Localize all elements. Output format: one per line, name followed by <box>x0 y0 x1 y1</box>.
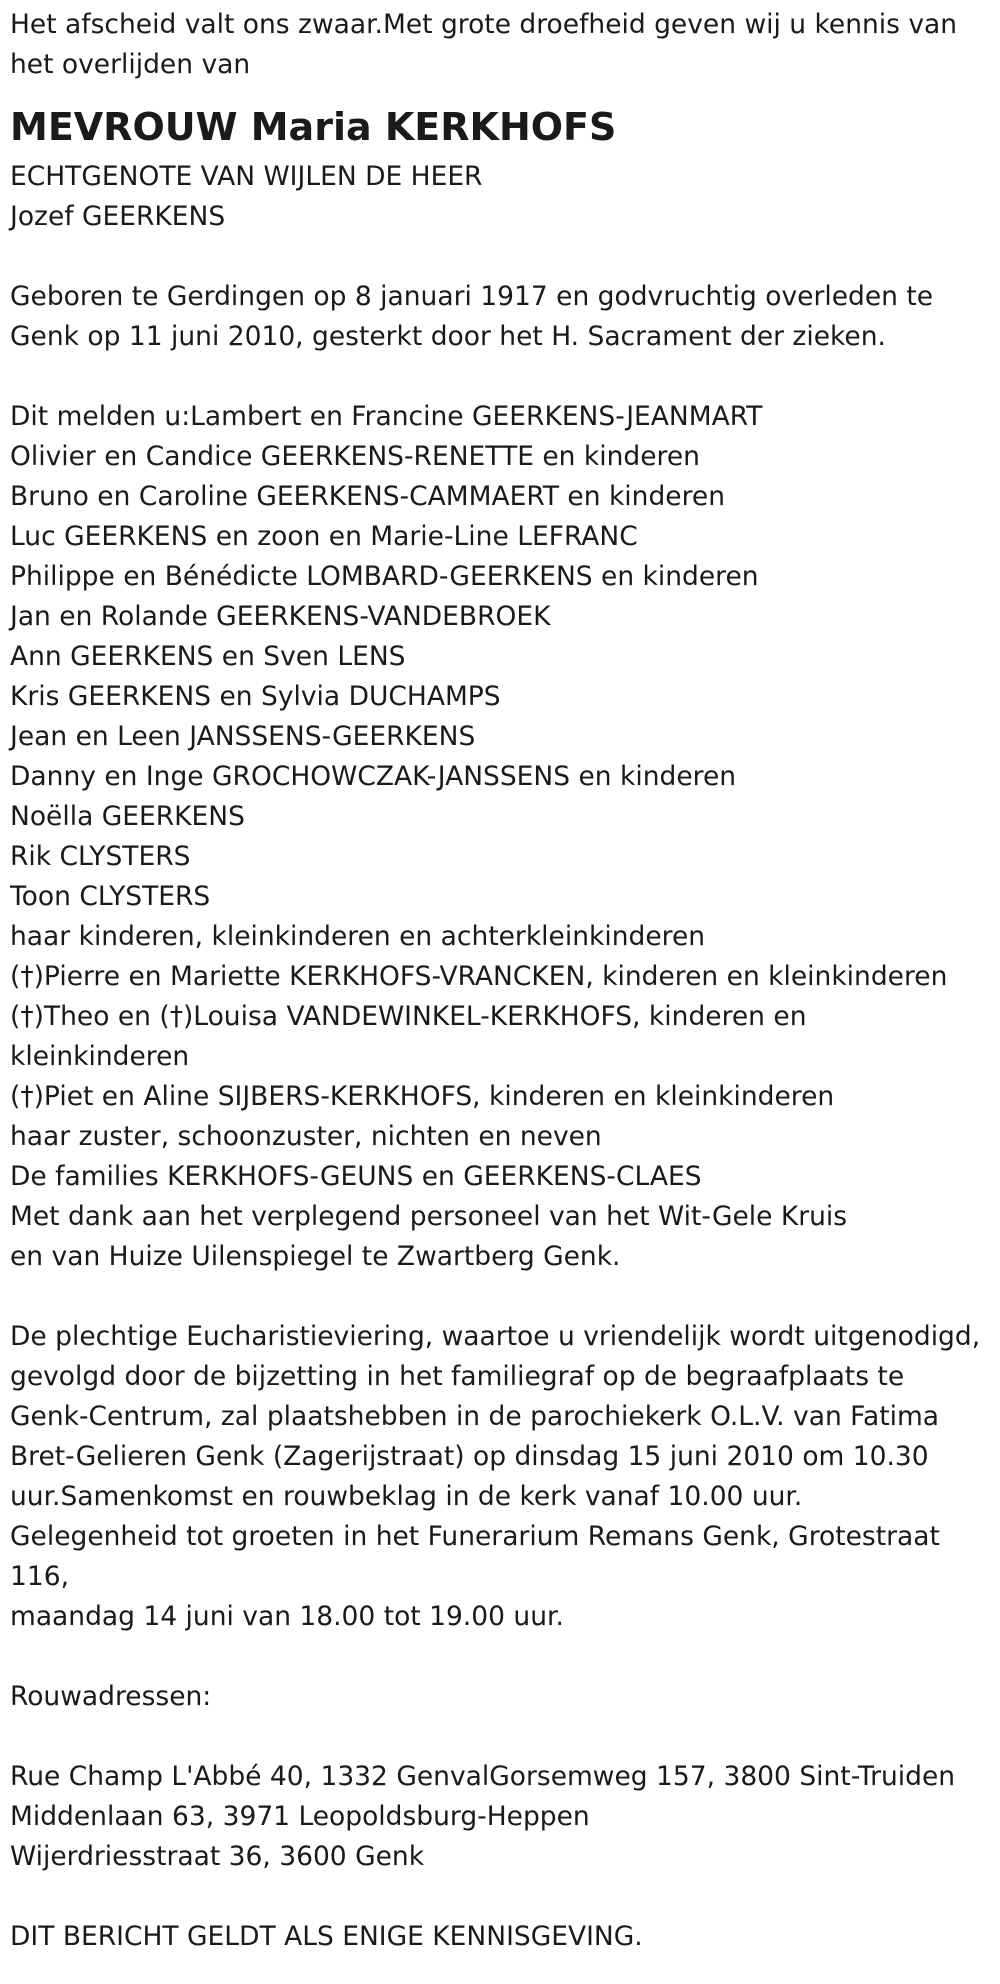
spouse-line: ECHTGENOTE VAN WIJLEN DE HEER <box>10 161 483 192</box>
family-line: Rik CLYSTERS <box>10 841 191 872</box>
family-line: kleinkinderen <box>10 1041 190 1072</box>
family-line: Dit melden u:Lambert en Francine GEERKENS-JEANMART <box>10 401 763 432</box>
spacer <box>10 357 995 397</box>
deceased-name: MEVROUW Maria KERKHOFS <box>10 105 617 149</box>
family-line: Met dank aan het verplegend personeel van het Wit-Gele Kruis <box>10 1201 848 1232</box>
intro-line: het overlijden van <box>10 49 251 80</box>
family-line: (†)Pierre en Mariette KERKHOFS-VRANCKEN, kinderen en kleinkinderen <box>10 961 948 992</box>
ceremony-line: maandag 14 juni van 18.00 tot 19.00 uur. <box>10 1601 564 1632</box>
family-line: De families KERKHOFS-GEUNS en GEERKENS-CLAES <box>10 1161 702 1192</box>
birth-death-line: Genk op 11 juni 2010, gesterkt door het H. Sacrament der zieken. <box>10 321 886 352</box>
birth-death-line: Geboren te Gerdingen op 8 januari 1917 en godvruchtig overleden te <box>10 281 934 312</box>
intro-line: Het afscheid valt ons zwaar.Met grote droefheid geven wij u kennis van <box>10 9 958 40</box>
family-line: Jean en Leen JANSSENS-GEERKENS <box>10 721 476 752</box>
address-line: Rue Champ L'Abbé 40, 1332 GenvalGorsemweg 157, 3800 Sint-Truiden <box>10 1761 956 1792</box>
ceremony-line: Gelegenheid tot groeten in het Funerarium Remans Genk, Grotestraat <box>10 1521 940 1552</box>
closing-notice: DIT BERICHT GELDT ALS ENIGE KENNISGEVING. <box>10 1921 643 1952</box>
family-line: Luc GEERKENS en zoon en Marie-Line LEFRANC <box>10 521 638 552</box>
spouse-block <box>10 157 995 237</box>
family-line: Ann GEERKENS en Sven LENS <box>10 641 406 672</box>
spacer <box>10 1877 995 1917</box>
ceremony-line: Bret-Gelieren Genk (Zagerijstraat) op dinsdag 15 juni 2010 om 10.30 <box>10 1441 929 1472</box>
ceremony-paragraph <box>10 1317 995 1637</box>
ceremony-line: Genk-Centrum, zal plaatshebben in de parochiekerk O.L.V. van Fatima <box>10 1401 940 1432</box>
addresses-list <box>10 1757 995 1877</box>
family-line: haar kinderen, kleinkinderen en achterkleinkinderen <box>10 921 706 952</box>
family-line: Toon CLYSTERS <box>10 881 211 912</box>
addresses-heading: Rouwadressen: <box>10 1681 212 1712</box>
ceremony-line: uur.Samenkomst en rouwbeklag in de kerk vanaf 10.00 uur. <box>10 1481 803 1512</box>
birth-death-paragraph <box>10 277 995 357</box>
spacer <box>10 237 995 277</box>
family-line: Noëlla GEERKENS <box>10 801 245 832</box>
family-line: haar zuster, schoonzuster, nichten en neven <box>10 1121 602 1152</box>
family-line: en van Huize Uilenspiegel te Zwartberg Genk. <box>10 1241 621 1272</box>
family-list <box>10 397 995 1277</box>
family-line: Olivier en Candice GEERKENS-RENETTE en kinderen <box>10 441 700 472</box>
spacer <box>10 1277 995 1317</box>
family-line: Kris GEERKENS en Sylvia DUCHAMPS <box>10 681 501 712</box>
spacer <box>10 1717 995 1757</box>
family-line: (†)Theo en (†)Louisa VANDEWINKEL-KERKHOFS, kinderen en <box>10 1001 807 1032</box>
address-line: Wijerdriesstraat 36, 3600 Genk <box>10 1841 425 1872</box>
obituary-document <box>10 5 995 1957</box>
spacer <box>10 1637 995 1677</box>
family-line: (†)Piet en Aline SIJBERS-KERKHOFS, kinderen en kleinkinderen <box>10 1081 835 1112</box>
family-line: Danny en Inge GROCHOWCZAK-JANSSENS en kinderen <box>10 761 737 792</box>
address-line: Middenlaan 63, 3971 Leopoldsburg-Heppen <box>10 1801 590 1832</box>
ceremony-line: De plechtige Eucharistieviering, waartoe u vriendelijk wordt uitgenodigd, <box>10 1321 981 1352</box>
spouse-line: Jozef GEERKENS <box>10 201 226 232</box>
family-line: Jan en Rolande GEERKENS-VANDEBROEK <box>10 601 551 632</box>
intro-paragraph <box>10 5 995 85</box>
ceremony-line: 116, <box>10 1561 70 1592</box>
ceremony-line: gevolgd door de bijzetting in het familiegraf op de begraafplaats te <box>10 1361 905 1392</box>
family-line: Philippe en Bénédicte LOMBARD-GEERKENS en kinderen <box>10 561 759 592</box>
family-line: Bruno en Caroline GEERKENS-CAMMAERT en kinderen <box>10 481 725 512</box>
